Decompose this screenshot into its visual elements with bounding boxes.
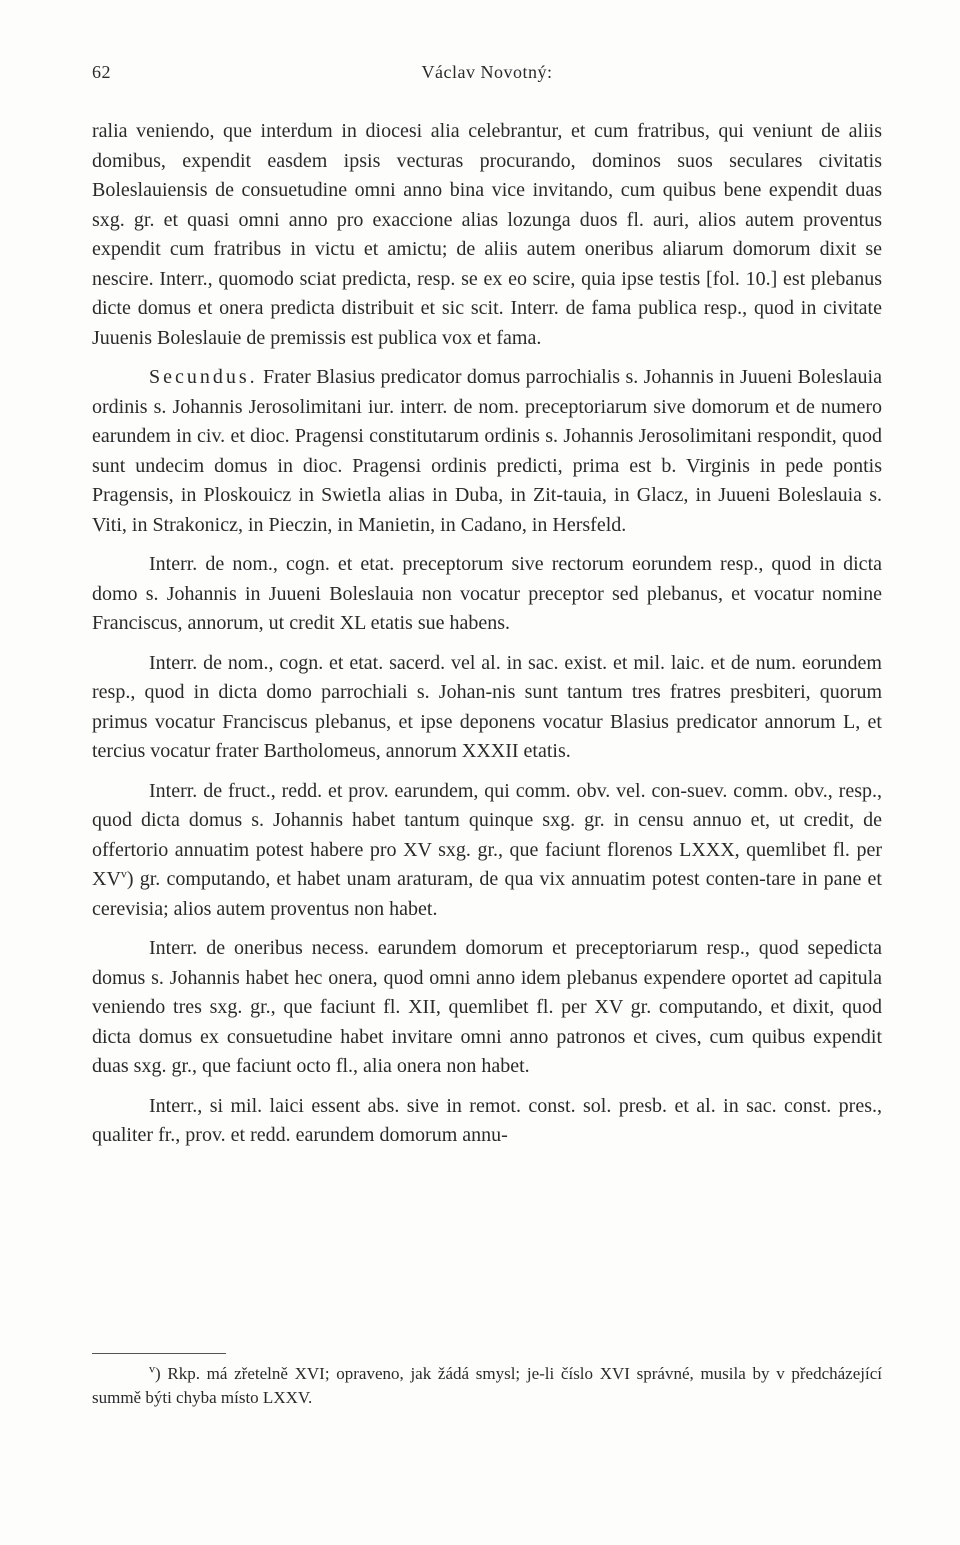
paragraph-text-continued: ) gr. computando, et habet unam araturam, de qua vix annuatim potest conten-tare in pane et cerevisia; alios autem proventus non habet. (92, 868, 882, 920)
paragraph-absent-knights: Interr., si mil. laici essent abs. sive in remot. const. sol. presb. et al. in sac. const. pres., qualiter fr., prov. et redd. earundem domorum annu- (92, 1094, 882, 1146)
paragraph-preceptors: Interr. de nom., cogn. et etat. preceptorum sive rectorum eorundem resp., quod in dicta domo s. Johannis in Juueni Boleslauia non vocatur preceptor sed plebanus, et vocatur nomine Franciscus, annorum, ut credit XL etatis sue habens. (92, 553, 882, 634)
paragraph-witness-secundus (92, 363, 882, 540)
page-number: 62 (92, 62, 111, 82)
header-author: Václav Novotný: (421, 62, 553, 82)
paragraph-continuation: ralia veniendo, que interdum in diocesi alia celebrantur, et cum fratribus, qui veniunt de aliis domibus, expendit easdem ipsis vecturas procurando, dominos suos seculares civitatis Boleslauiensis de consuetudine omni anno bina vice invitando, cum quibus bene expendit duas sxg. gr. et quasi omni anno pro exaccione alias lozunga duos fl. auri, alios autem proventus expendit cum fratribus in victu et amictu; de aliis autem oneribus aliarum domorum dixit se nescire. Interr., quomodo sciat predicta, resp. se ex eo scire, quia ipse testis [fol. 10.] est plebanus dicte domus et onera predicta distribuit et sic scit. Interr. de fama publica resp., quod in civitate Juuenis Boleslauie de premissis est publica vox et fama. (92, 120, 882, 349)
footnote-text: ) Rkp. má zřetelně XVI; opraveno, jak žádá smysl; je-li číslo XVI správné, musila by v předcházející summě býti chyba místo LXXV. (92, 1364, 882, 1407)
running-head (92, 62, 882, 86)
paragraph-text: Frater Blasius predicator domus parrochialis s. Johannis in Juueni Boleslauia ordinis s. Johannis Jerosolimitani iur. interr. de nom. preceptoriarum sive domorum et de numero earundem in civ. et dioc. Pragensi constitutarum ordinis s. Johannis Jerosolimitani respondit, quod sunt undecim domus in dioc. Pragensi ordinis predicti, prima est b. Virginis in pede pontis Pragensis, in Ploskouicz in Swietla alias in Duba, in Zit-tauia, in Glacz, in Juueni Boleslauia s. Viti, in Strakonicz, in Pieczin, in Manietin, in Cadano, in Hersfeld. (92, 366, 882, 536)
paragraph-revenues (92, 777, 882, 925)
witness-label: Secundus. (149, 366, 258, 388)
paragraph-burdens: Interr. de oneribus necess. earundem domorum et preceptoriarum resp., quod sepedicta domus s. Johannis habet hec onera, quod omni anno idem plebanus expendere oportet ad capitula veniendo tres sxg. gr., que faciunt fl. XII, quemlibet fl. per XV gr. computando, et dixit, quod dicta domus ex consuetudine habet invitare omni anno patronos et cives, cum quibus expendit duas sxg. gr., que faciunt octo fl., alia onera non habet. (92, 937, 882, 1077)
footnote-marker: v (149, 1361, 155, 1376)
paragraph-priests: Interr. de nom., cogn. et etat. sacerd. vel al. in sac. exist. et mil. laic. et de num. eorundem resp., quod in dicta domo parrochiali s. Johan-nis sunt tantum tres fratres presbiteri, quorum primus vocatur Franciscus plebanus, et ipse deponens vocatur Blasius predicator annorum L, et tercius vocatur frater Bartholomeus, annorum XXXII etatis. (92, 651, 882, 762)
footnote-divider (92, 1353, 226, 1354)
footnote-reference[interactable]: v (120, 866, 127, 881)
footnotes (92, 1362, 882, 1410)
main-text (92, 117, 882, 1151)
footnote-v (92, 1362, 882, 1410)
paragraph-text: Interr. de fruct., redd. et prov. earundem, qui comm. obv. vel. con-suev. comm. obv., resp., quod dicta domus s. Johannis habet tantum quinque sxg. gr. in censu annuo et, ut credit, de offertorio annuatim potest habere pro XV sxg. gr., que faciunt florenos LXXX, quemlibet fl. per XV (92, 779, 882, 890)
